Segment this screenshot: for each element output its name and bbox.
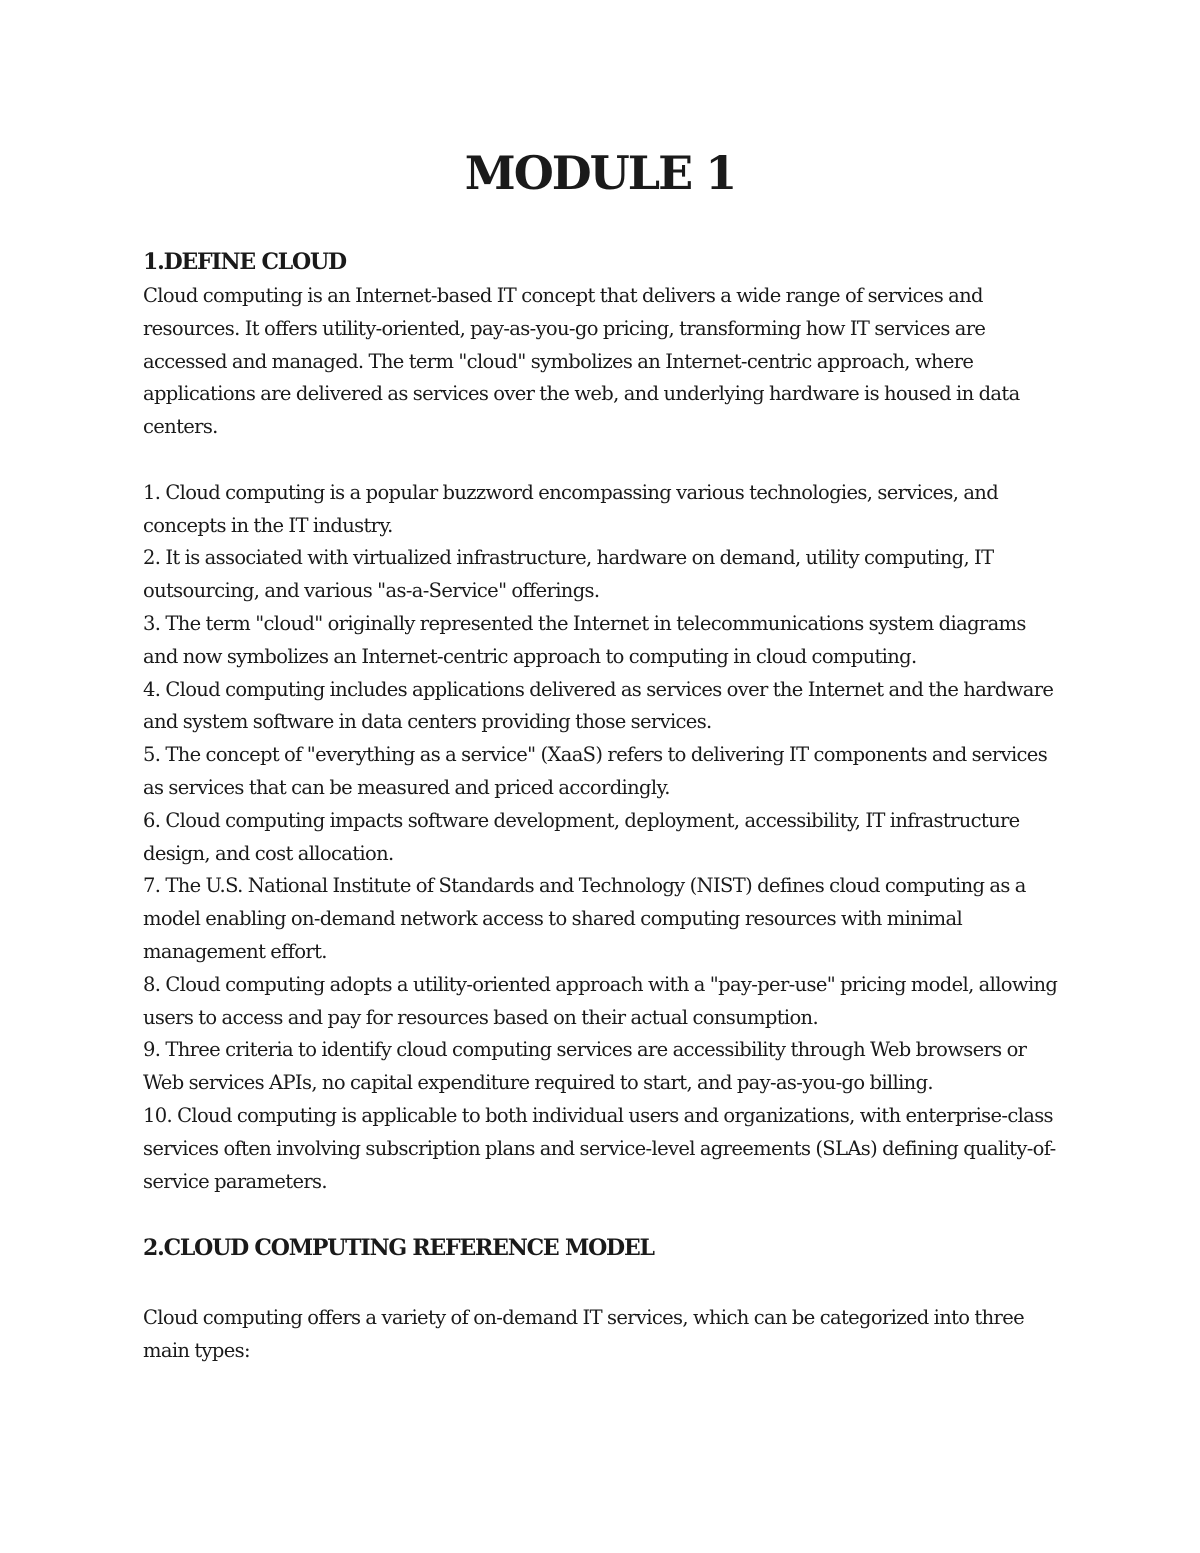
section-intro-paragraph: Cloud computing is an Internet-based IT concept that delivers a wide range of services and resources. It offers utility-oriented, pay-as-you-go pricing, transforming how IT services are accessed and managed. The term "cloud" symbolizes an Internet-centric approach, where applications are delivered as services over the web, and underlying hardware is housed in data centers. bbox=[143, 284, 1020, 439]
list-item: 1. Cloud computing is a popular buzzword encompassing various technologies, services, and concepts in the IT industry. bbox=[143, 480, 999, 537]
list-item: 9. Three criteria to identify cloud computing services are accessibility through Web browsers or Web services APIs, no capital expenditure required to start, and pay-as-you-go billing. bbox=[143, 1038, 1027, 1095]
section-gap bbox=[143, 1198, 1063, 1228]
document-body bbox=[143, 244, 1063, 1368]
section-gap bbox=[143, 1268, 1063, 1302]
numbered-point-list bbox=[143, 477, 1063, 1199]
section-heading-define-cloud: 1.DEFINE CLOUD bbox=[143, 249, 346, 275]
list-item: 7. The U.S. National Institute of Standards and Technology (NIST) defines cloud computing as a model enabling on-demand network access to shared computing resources with minimal management effort. bbox=[143, 874, 1026, 963]
list-item: 4. Cloud computing includes applications delivered as services over the Internet and the hardware and system software in data centers providing those services. bbox=[143, 677, 1054, 734]
list-item: 10. Cloud computing is applicable to both individual users and organizations, with enterprise-class services often involving subscription plans and service-level agreements (SLAs) defining quality-of-service parameters. bbox=[143, 1103, 1056, 1193]
list-item: 6. Cloud computing impacts software development, deployment, accessibility, IT infrastructure design, and cost allocation. bbox=[143, 808, 1020, 865]
list-item: 3. The term "cloud" originally represented the Internet in telecommunications system diagrams and now symbolizes an Internet-centric approach to computing in cloud computing. bbox=[143, 611, 1026, 668]
section-intro-paragraph: Cloud computing offers a variety of on-demand IT services, which can be categorized into three main types: bbox=[143, 1306, 1024, 1363]
document-title: MODULE 1 bbox=[464, 146, 736, 200]
list-item: 8. Cloud computing adopts a utility-oriented approach with a "pay-per-use" pricing model, allowing users to access and pay for resources based on their actual consumption. bbox=[143, 972, 1058, 1029]
paragraph-gap bbox=[143, 444, 1063, 477]
list-item: 2. It is associated with virtualized infrastructure, hardware on demand, utility computing, IT outsourcing, and various "as-a-Service" offerings. bbox=[143, 546, 994, 603]
section-heading-reference-model: 2.CLOUD COMPUTING REFERENCE MODEL bbox=[143, 1235, 654, 1262]
list-item: 5. The concept of "everything as a service" (XaaS) refers to delivering IT components and services as services that can be measured and priced accordingly. bbox=[143, 743, 1048, 799]
